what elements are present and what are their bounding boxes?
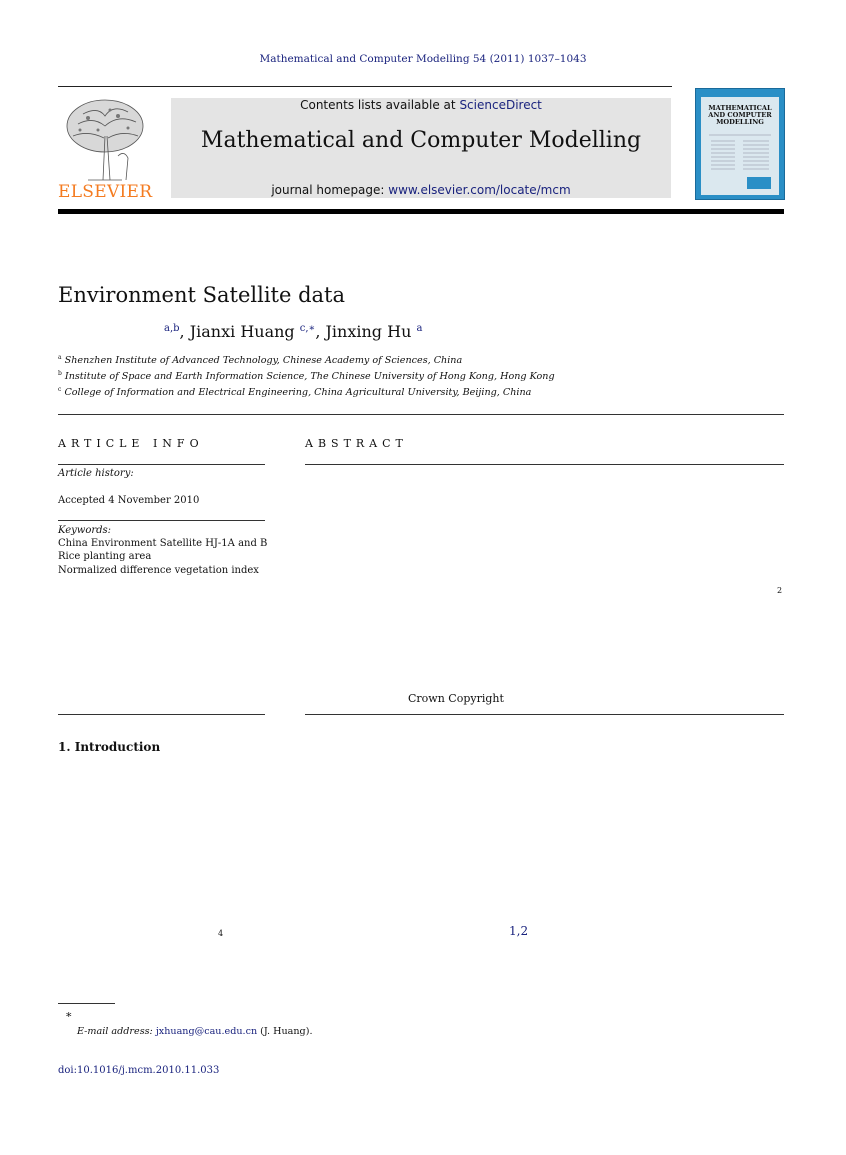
affiliation-c: $^c$ College of Information and Electrical Engineering, China Agricultural University, Beijing, China bbox=[58, 386, 532, 398]
reference-marker[interactable]: 1,2 bbox=[509, 924, 529, 938]
accepted-date: Accepted 4 November 2010 bbox=[58, 495, 200, 506]
author-2-affiliation-mark[interactable]: c,∗ bbox=[299, 323, 316, 334]
keywords-label: Keywords: bbox=[58, 525, 112, 536]
cover-title-line-1: MATHEMATICAL bbox=[708, 104, 772, 112]
affiliation-b: $^b$ Institute of Space and Earth Information Science, The Chinese University of Hong Kong, Hong Kong bbox=[58, 370, 555, 382]
corresponding-email bbox=[77, 1026, 313, 1037]
contents-line bbox=[171, 98, 671, 112]
article-title: Environment Satellite data bbox=[58, 283, 346, 307]
section-heading: 1. Introduction bbox=[58, 740, 161, 754]
footnote-star: ∗ bbox=[65, 1008, 73, 1021]
contents-prefix: Contents lists available at bbox=[300, 98, 460, 112]
abstract-heading: ABSTRACT bbox=[305, 437, 408, 450]
email-link[interactable]: jxhuang@cau.edu.cn bbox=[155, 1026, 258, 1037]
cover-title-line-2: AND COMPUTER bbox=[708, 111, 772, 119]
info-rule bbox=[58, 520, 265, 521]
superscript-marker: 4 bbox=[218, 929, 224, 938]
keyword: Rice planting area bbox=[58, 551, 152, 562]
keyword: China Environment Satellite HJ-1A and B bbox=[58, 538, 268, 549]
header-thick-rule bbox=[58, 209, 784, 214]
section-rule bbox=[58, 414, 784, 415]
email-label: E-mail address: bbox=[77, 1026, 156, 1037]
email-suffix: (J. Huang). bbox=[257, 1026, 313, 1037]
homepage-prefix: journal homepage: bbox=[271, 183, 389, 197]
cover-title-line-3: MODELLING bbox=[716, 118, 764, 126]
copyright-notice: Crown Copyright bbox=[408, 692, 504, 705]
header-rule bbox=[58, 86, 672, 87]
journal-title: Mathematical and Computer Modelling bbox=[200, 128, 642, 153]
journal-cover-thumbnail bbox=[695, 88, 785, 200]
elsevier-wordmark: ELSEVIER bbox=[58, 182, 153, 202]
abstract-rule bbox=[305, 464, 784, 465]
author-3-affiliation-mark[interactable]: a bbox=[416, 323, 423, 334]
superscript-marker: 2 bbox=[777, 586, 783, 595]
footnote-rule bbox=[58, 1003, 115, 1004]
homepage-line bbox=[171, 183, 671, 197]
article-history-label: Article history: bbox=[58, 468, 134, 479]
keyword: Normalized difference vegetation index bbox=[58, 565, 259, 576]
sciencedirect-link[interactable]: ScienceDirect bbox=[459, 98, 542, 112]
info-bottom-rule bbox=[58, 714, 265, 715]
abstract-bottom-rule bbox=[305, 714, 784, 715]
doi-link[interactable]: doi:10.1016/j.mcm.2010.11.033 bbox=[58, 1065, 220, 1076]
homepage-link[interactable]: www.elsevier.com/locate/mcm bbox=[388, 183, 571, 197]
author-name: Jianxi Huang bbox=[189, 322, 295, 341]
author-list: $^{a,b}$, Jianxi Huang $^{c,∗}$, Jinxing Hu $^a$ bbox=[164, 322, 423, 341]
author-1-affiliation-mark[interactable]: a,b bbox=[164, 323, 180, 334]
affiliation-a: $^a$ Shenzhen Institute of Advanced Technology, Chinese Academy of Sciences, China bbox=[58, 354, 463, 366]
cover-contents-lines bbox=[707, 133, 773, 191]
author-name: Jinxing Hu bbox=[325, 322, 412, 341]
journal-citation: Mathematical and Computer Modelling 54 (2011) 1037–1043 bbox=[259, 53, 587, 65]
info-rule bbox=[58, 464, 265, 465]
article-info-heading: ARTICLE INFO bbox=[58, 437, 204, 450]
